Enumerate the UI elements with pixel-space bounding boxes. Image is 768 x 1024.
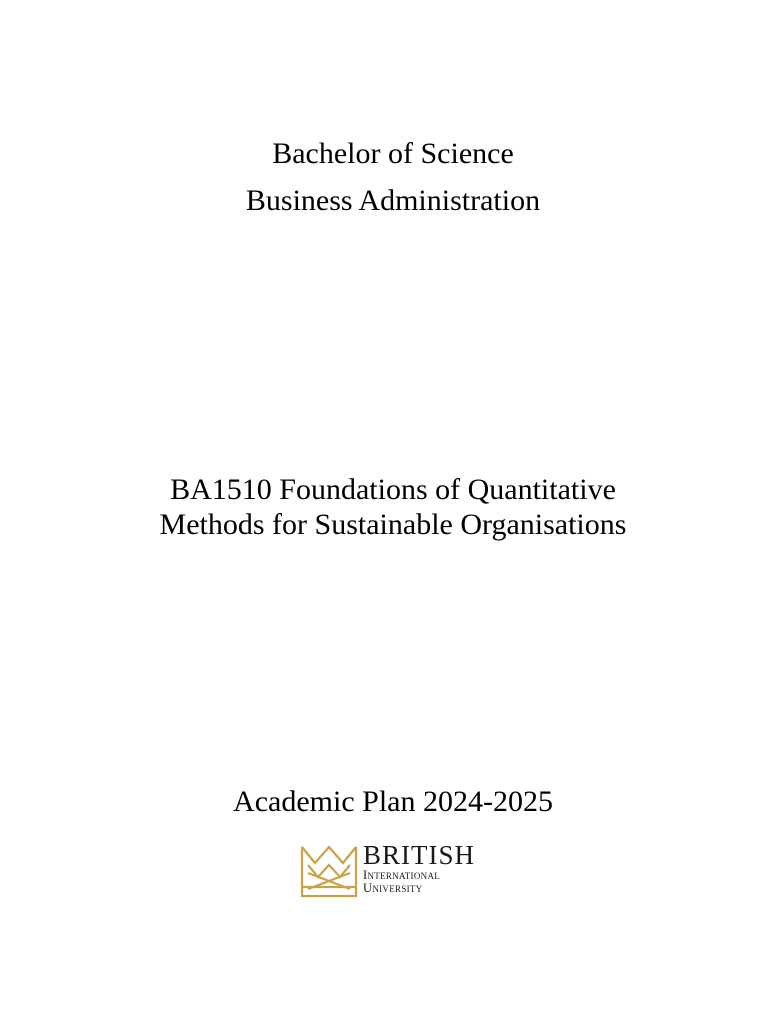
logo-word-international: International bbox=[363, 868, 441, 882]
course-title-line-2: Methods for Sustainable Organisations bbox=[159, 508, 627, 541]
logo-word-university: University bbox=[363, 881, 423, 895]
degree-title: Bachelor of Science bbox=[272, 137, 514, 170]
university-logo bbox=[300, 841, 500, 901]
crown-logo-icon bbox=[300, 843, 358, 899]
logo-wordmark bbox=[363, 841, 475, 895]
program-title: Business Administration bbox=[245, 184, 541, 217]
academic-plan-title: Academic Plan 2024-2025 bbox=[233, 785, 553, 818]
logo-word-british: BRITISH bbox=[363, 840, 476, 870]
course-title-line-1: BA1510 Foundations of Quantitative bbox=[170, 473, 616, 506]
